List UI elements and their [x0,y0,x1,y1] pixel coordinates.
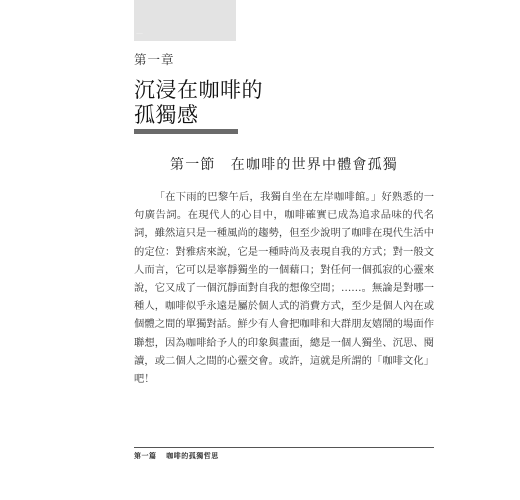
header-tab [134,0,236,41]
chapter-title-line-1: 沉浸在咖啡的 [134,78,263,102]
chapter-title-line-2: 孤獨感 [134,103,199,127]
body-paragraph: 「在下雨的巴黎午后，我獨自坐在左岸咖啡館。」好熟悉的一句廣告詞。在現代人的心目中，咖啡確實已成為追求品味的代名詞，雖然這只是一種風尚的趨勢，但至少說明了咖啡在現代生活中的定位：對雅痞來說，它是一種時尚及表現自我的方式；對一般文人而言，它可以是寧靜獨坐的一個藉口；對任何一個孤寂的心靈來說，它又成了一個沉靜面對自我的想像空間；……。無論是對哪一種人，咖啡似乎永遠是屬於個人式的消費方式，至少是個人內在或個體之間的單獨對話。鮮少有人會把咖啡和大群朋友嬉鬧的場面作聯想，因為咖啡給予人的印象與畫面，總是一個人獨坐、沉思、閱讀，或二個人之間的心靈交會。或許，這就是所謂的「咖啡文化」吧！ [134,191,434,386]
footer-book-title: 咖啡的孤獨哲思 [166,452,219,460]
chapter-title-rule [134,129,238,134]
chapter-title [134,78,263,128]
footer-rule [134,447,434,448]
section-heading: 第一節 在咖啡的世界中體會孤獨 [170,157,398,173]
chapter-label: 第一章 [134,52,175,67]
body-text [134,188,434,388]
page-footer [134,451,219,461]
header-tab-mark: — [136,29,143,37]
footer-chapter-label: 第一篇 [134,452,157,460]
